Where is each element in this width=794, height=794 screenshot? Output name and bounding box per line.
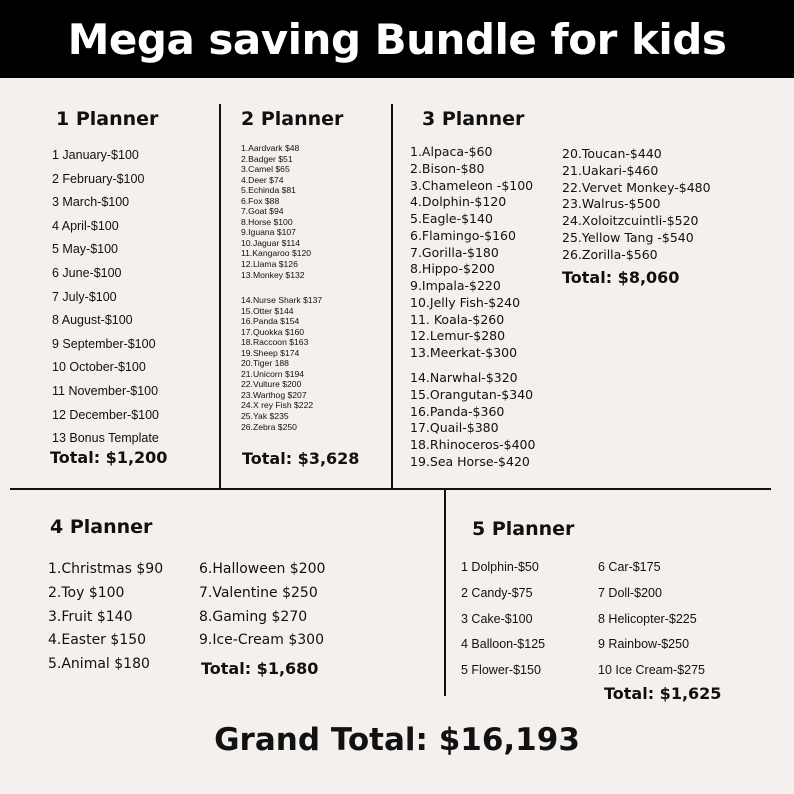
planner-2-title: 2 Planner [241, 108, 344, 130]
list-item: 25.Yellow Tang -$540 [562, 229, 694, 245]
list-item: 15.Otter $144 [241, 305, 294, 316]
list-item: 1.Christmas $90 [48, 561, 164, 577]
list-item: 22.Vulture $200 [241, 379, 302, 390]
planner-2-total: Total: $3,628 [242, 449, 360, 468]
list-item: 5 May-$100 [52, 242, 119, 257]
planner-1-list [52, 146, 159, 453]
list-item: 8 August-$100 [52, 313, 133, 328]
planner-1-title: 1 Planner [56, 108, 159, 130]
list-item: 20.Toucan-$440 [562, 146, 662, 161]
list-item: 16.Panda $154 [241, 316, 300, 327]
list-item: 12.Lemur-$280 [410, 328, 506, 344]
divider-vertical-2 [391, 104, 393, 490]
list-item: 2 Candy-$75 [461, 585, 533, 600]
list-item: 21.Unicorn $194 [241, 368, 305, 379]
list-item: 1.Aardvark $48 [241, 143, 300, 153]
planner-5-list-b [598, 558, 705, 687]
list-item: 17.Quail-$380 [410, 420, 499, 436]
list-item: 5 Flower-$150 [461, 663, 541, 678]
list-item: 18.Rhinoceros-$400 [410, 437, 536, 452]
list-item: 8.Horse $100 [241, 216, 293, 227]
list-item: 13.Monkey $132 [241, 269, 305, 280]
list-item: 4 April-$100 [52, 218, 119, 233]
list-item: 24.X rey Fish $222 [241, 400, 314, 411]
planner-3-list-a [410, 144, 533, 362]
divider-vertical-1 [219, 104, 221, 490]
list-item: 1 Dolphin-$50 [461, 560, 539, 574]
list-item: 14.Nurse Shark $137 [241, 295, 323, 305]
list-item: 23.Walrus-$500 [562, 196, 661, 212]
list-item: 5.Eagle-$140 [410, 211, 493, 226]
list-item: 22.Vervet Monkey-$480 [562, 179, 711, 195]
list-item: 9.Ice-Cream $300 [199, 632, 324, 649]
list-item: 12 December-$100 [52, 407, 160, 422]
list-item: 9.Impala-$220 [410, 278, 501, 293]
list-item: 2.Bison-$80 [410, 160, 485, 176]
list-item: 4.Easter $150 [48, 632, 147, 649]
list-item: 3 March-$100 [52, 195, 130, 210]
list-item: 24.Xoloitzcuintli-$520 [562, 213, 699, 228]
list-item: 5.Animal $180 [48, 656, 150, 673]
grand-total: Grand Total: $16,193 [214, 722, 580, 758]
list-item: 2 February-$100 [52, 171, 145, 186]
list-item: 10.Jaguar $114 [241, 237, 301, 248]
list-item: 6.Flamingo-$160 [410, 227, 516, 243]
planner-4-total: Total: $1,680 [201, 659, 319, 678]
planner-3-title: 3 Planner [422, 108, 525, 130]
list-item: 7.Valentine $250 [199, 584, 318, 601]
list-item: 11. Koala-$260 [410, 311, 505, 327]
list-item: 8 Helicopter-$225 [598, 611, 697, 626]
list-item: 19.Sea Horse-$420 [410, 453, 530, 469]
list-item: 11 November-$100 [52, 383, 159, 398]
list-item: 9 September-$100 [52, 336, 156, 351]
planner-3-list-b [410, 370, 535, 471]
list-item: 3.Fruit $140 [48, 608, 133, 625]
list-item: 14.Narwhal-$320 [410, 370, 518, 385]
list-item: 4.Dolphin-$120 [410, 194, 507, 210]
planner-3-list-c [562, 146, 711, 263]
divider-vertical-3 [444, 490, 446, 696]
list-item: 9 Rainbow-$250 [598, 637, 690, 652]
list-item: 5.Echinda $81 [241, 185, 296, 196]
planner-5-total: Total: $1,625 [604, 684, 722, 703]
planner-3-total: Total: $8,060 [562, 268, 680, 287]
list-item: 3.Chameleon -$100 [410, 177, 534, 193]
page-title: Mega saving Bundle for kids [0, 0, 794, 78]
planner-4-list-a [48, 559, 163, 678]
list-item: 9.Iguana $107 [241, 227, 296, 238]
list-item: 26.Zorilla-$560 [562, 246, 658, 262]
list-item: 13 Bonus Template [52, 431, 159, 446]
list-item: 6.Halloween $200 [199, 561, 326, 577]
list-item: 25.Yak $235 [241, 411, 289, 422]
planner-5-title: 5 Planner [472, 518, 575, 540]
list-item: 6 Car-$175 [598, 560, 661, 574]
list-item: 1 January-$100 [52, 148, 139, 162]
list-item: 8.Gaming $270 [199, 608, 308, 625]
list-item: 26.Zebra $250 [241, 421, 297, 432]
list-item: 7 July-$100 [52, 289, 117, 304]
list-item: 12.Llama $126 [241, 259, 298, 270]
list-item: 11.Kangaroo $120 [241, 248, 312, 259]
list-item: 10 Ice Cream-$275 [598, 663, 706, 678]
list-item: 2.Toy $100 [48, 584, 125, 601]
list-item: 6 June-$100 [52, 265, 122, 280]
list-item: 7.Goat $94 [241, 206, 284, 217]
list-item: 23.Warthog $207 [241, 389, 307, 400]
list-item: 17.Quokka $160 [241, 326, 305, 337]
list-item: 19.Sheep $174 [241, 347, 300, 358]
list-item: 10.Jelly Fish-$240 [410, 294, 521, 310]
planner-2-list-b [241, 295, 322, 432]
list-item: 3.Camel $65 [241, 164, 290, 175]
list-item: 7.Gorilla-$180 [410, 244, 499, 260]
list-item: 1.Alpaca-$60 [410, 144, 493, 159]
list-item: 10 October-$100 [52, 360, 146, 375]
planner-2-list-a [241, 143, 311, 280]
list-item: 20.Tiger 188 [241, 358, 289, 369]
planner-4-title: 4 Planner [50, 516, 153, 538]
list-item: 6.Fox $88 [241, 195, 280, 206]
list-item: 4 Balloon-$125 [461, 637, 546, 652]
list-item: 8.Hippo-$200 [410, 261, 495, 277]
list-item: 13.Meerkat-$300 [410, 345, 518, 360]
list-item: 2.Badger $51 [241, 153, 293, 164]
list-item: 3 Cake-$100 [461, 611, 533, 626]
list-item: 7 Doll-$200 [598, 585, 662, 600]
planner-4-list-b [199, 559, 325, 654]
list-item: 21.Uakari-$460 [562, 162, 659, 178]
divider-horizontal [10, 488, 771, 490]
list-item: 4.Deer $74 [241, 174, 284, 185]
list-item: 18.Raccoon $163 [241, 337, 309, 348]
list-item: 16.Panda-$360 [410, 403, 505, 419]
list-item: 15.Orangutan-$340 [410, 386, 534, 402]
planner-5-list-a [461, 558, 545, 687]
planner-1-total: Total: $1,200 [50, 448, 168, 467]
